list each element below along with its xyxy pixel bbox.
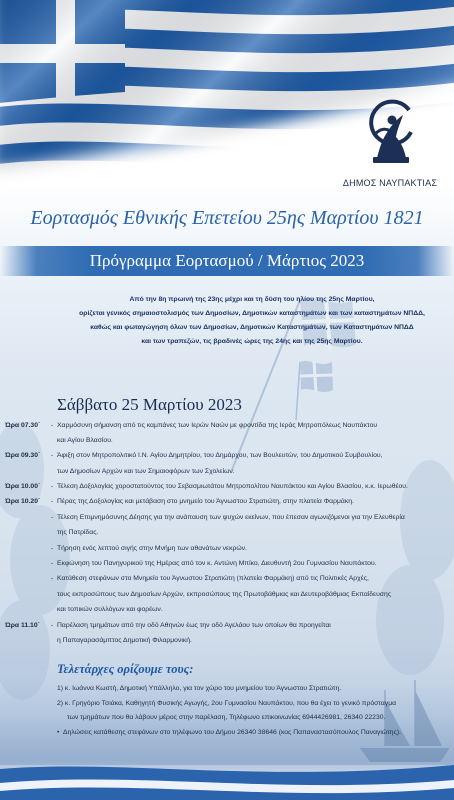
schedule-text: Χαρμόσυνη σήμανση από τις καμπάνες των Ιερών Ναών με φροντίδα της Ιεράς Μητροπόλεως Ναυπάκτου [57, 421, 378, 429]
schedule-text: η Παπαγαρασάμπτος Δημοτική Φιλαρμονική. [57, 636, 192, 644]
line-marker: - [51, 483, 54, 491]
schedule-time: Ώρα 09.30΄ [5, 452, 41, 460]
official-text: 2) κ. Γρηγόριο Τσιάκα, Καθηγητή Φυσικής Αγωγής, 2ου Γυμνασίου Ναυπάκτου, που θα έχει το γενικό πρόσταγμα [57, 699, 397, 707]
intro-line: καθώς και φωταγώγηση όλων των Δημοσίων, Δημοτικών Καταστημάτων, των Καταστημάτων ΝΠΔΔ [90, 324, 414, 331]
bottom-flag-ribbon [0, 755, 454, 800]
bullet-marker: • [57, 728, 60, 736]
municipality-emblem-icon [361, 98, 419, 166]
intro-line: και των τραπεζών, τις βραδινές ώρες της 24ης και της 25ης Μαρτίου. [141, 338, 363, 345]
schedule-text: Τέλεση Δοξολογίας χοροστατούντος του Σεβασμιωτάτου Μητροπολίτου Ναυπάκτου και Αγίου Βλασίου, κ.κ. Ιερωθέου. [57, 483, 408, 491]
line-marker: - [51, 560, 54, 568]
schedule-row [0, 602, 454, 617]
schedule-time: Ώρα 11.10΄ [5, 621, 40, 629]
small-flag-silhouette [296, 361, 333, 420]
list-item [0, 697, 454, 712]
schedule-text: Άφιξη στον Μητροπολιτικό Ι.Ν. Αγίου Δημητρίου, του Δημάρχου, των Βουλευτών, του Δημοτικού Συμβουλίου, [57, 452, 383, 460]
list-item [0, 682, 454, 697]
schedule-time: Ώρα 07.30΄ [5, 421, 41, 429]
schedule-row [0, 541, 454, 556]
schedule-row [0, 571, 454, 586]
schedule-row [0, 587, 454, 602]
schedule-text: της Πατρίδας. [57, 529, 99, 537]
schedule-row [0, 510, 454, 525]
schedule-text: και Αγίου Βλασίου. [57, 436, 113, 444]
official-text: 1) κ. Ιωάννα Κωστή, Δημοτική Υπάλληλο, για τον χώρο του μνημείου του Άγνωστου Στρατιώτη. [57, 685, 342, 692]
intro-line: ορίζεται γενικός σημαιοστολισμός των Δημοσίων, Δημοτικών καταστημάτων και των καταστημάτων ΝΠΔΔ, [79, 310, 425, 317]
schedule-time: Ώρα 10.20΄ [5, 498, 41, 506]
schedule-row [0, 464, 454, 479]
schedule-row [0, 418, 454, 433]
day-heading: Σάββατο 25 Μαρτίου 2023 [57, 395, 242, 414]
schedule-row [0, 633, 454, 648]
schedule-row [0, 433, 454, 448]
line-marker: - [51, 544, 54, 552]
schedule-row [0, 618, 454, 633]
line-marker: - [51, 513, 54, 521]
program-banner [0, 246, 454, 276]
schedule-text: Εκφώνηση του Πανηγυρικού της Ημέρας από τον κ. Αντώνη Μπίκο, Διευθυντή 2ου Γυμνασίου Ναυπάκτου. [57, 560, 377, 568]
schedule-text: Κατάθεση στεφάνων στο Μνημείο του Άγνωστου Στρατιώτη (πλατεία Φαρμάκη) από τις Πολιτικές Αρχές, [57, 575, 369, 583]
schedule-text: Τέλεση Επιμνημόσυνης Δέησης για την ανάπαυση των ψυχών εκείνων, που έπεσαν αγωνιζόμενοι για την Ελευθερία [57, 513, 405, 521]
line-marker: - [51, 421, 54, 429]
page-title: Εορτασμός Εθνικής Επετείου 25ης Μαρτίου 1821 [30, 207, 424, 229]
schedule [0, 418, 454, 649]
schedule-time: Ώρα 10.00΄ [5, 483, 41, 491]
schedule-text: Παρέλαση τμημάτων από την οδό Αθηνών έως την οδό Αγελάου των οποίων θα προηγείται [57, 621, 331, 629]
schedule-text: Πέρας της Δοξολογίας και μετάβαση στο μνημείο του Άγνωστου Στρατιώτη, στην πλατεία Φαρμάκη. [57, 498, 354, 506]
line-marker: - [51, 621, 54, 629]
schedule-row [0, 556, 454, 571]
intro-line: Από την 8η πρωινή της 23ης μέχρι και τη δύση του ηλίου της 25ης Μαρτίου, [129, 296, 375, 303]
list-item [0, 726, 454, 741]
banner-text: Πρόγραμμα Εορτασμού / Μάρτιος 2023 [89, 251, 365, 270]
line-marker: - [51, 452, 54, 460]
intro-paragraph [50, 293, 454, 349]
officials-list [0, 682, 454, 740]
schedule-text: των Δημοσίων Αρχών και των Σημαιοφόρων των Σχολείων. [57, 467, 235, 475]
schedule-text: Τήρηση ενός λεπτού σιγής στην Μνήμη των αθανάτων νεκρών. [57, 544, 247, 552]
schedule-text: και τοπικών συλλόγων και φορέων. [57, 606, 163, 614]
municipality-name: ΔΗΜΟΣ ΝΑΥΠΑΚΤΙΑΣ [342, 178, 438, 188]
schedule-text: τους εκπροσώπους των Δημοσίων Αρχών, εκπροσώπους της Πρωτοβάθμιας και Δευτεροβάθμιας Εκπαίδευσης [57, 590, 392, 598]
schedule-row [0, 448, 454, 463]
list-item-continuation [0, 711, 454, 726]
line-marker: - [51, 498, 54, 506]
schedule-row [0, 494, 454, 509]
official-text: Δηλώσεις κατάθεσης στεφάνων στο τηλέφωνο του Δήμου 26340 38646 (κος Παπαναστασόπουλος Παναγιώτης). [63, 728, 402, 736]
schedule-row [0, 479, 454, 494]
line-marker: - [51, 575, 54, 583]
official-text-continuation: των τμημάτων που θα λάβουν μέρος στην παρέλαση, Τηλέφωνο επικοινωνίας 6944426981, 26340 22230. [67, 714, 386, 722]
schedule-row [0, 525, 454, 540]
officials-heading: Τελετάρχες ορίζουμε τους: [57, 662, 194, 676]
